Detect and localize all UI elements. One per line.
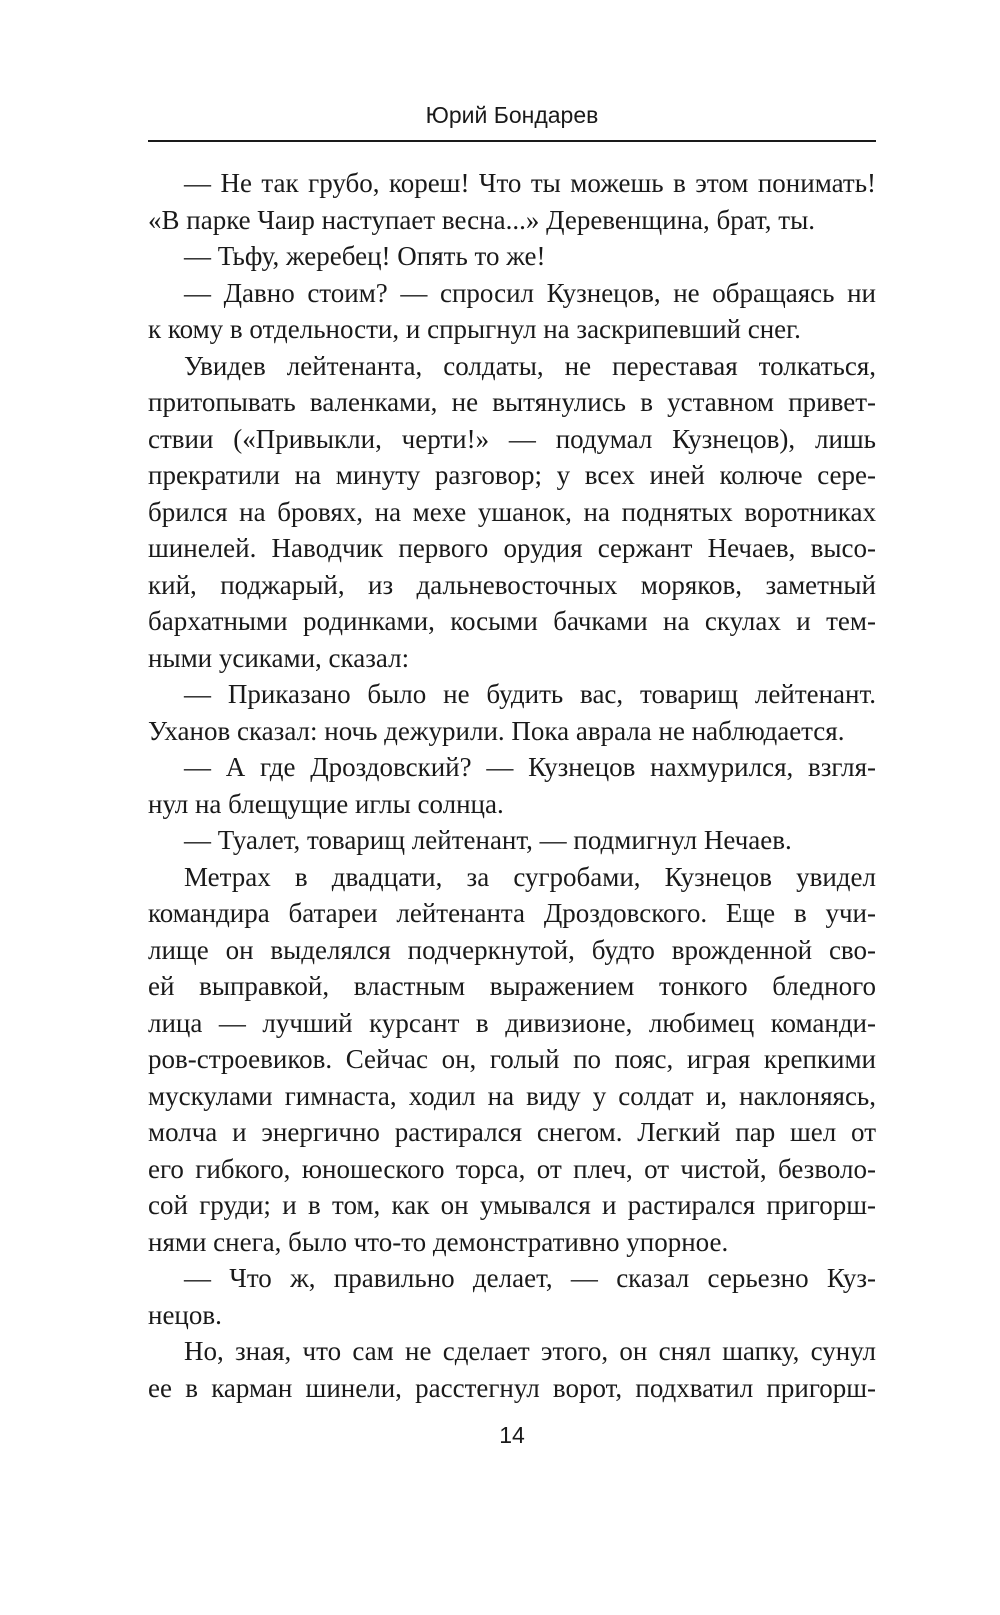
text-line: лище он выделялся подчеркнутой, будто врожденной сво- [148,934,876,965]
text-line: нул на блещущие иглы солнца. [148,788,504,819]
text-line: брился на бровях, на мехе ушанок, на поднятых воротниках [148,496,876,527]
text-line: нецов. [148,1299,222,1330]
text-line: нями снега, было что-то демонстративно упорное. [148,1226,729,1257]
text-line: — Не так грубо, кореш! Что ты можешь в этом понимать! [184,168,876,198]
text-line: командира батареи лейтенанта Дроздовского. Еще в учи- [148,898,876,928]
text-line: — Туалет, товарищ лейтенант, — подмигнул Нечаев. [184,825,792,855]
text-line: Увидев лейтенанта, солдаты, не переставая толкаться, [184,350,876,381]
body-text [148,165,876,1406]
text-line: ными усиками, сказал: [148,642,410,673]
text-line: — Что ж, правильно делает, — сказал серьезно Куз- [184,1263,876,1293]
text-line: молча и энергично растирался снегом. Легкий пар шел от [148,1117,876,1147]
text-line: ей выправкой, властным выражением тонкого бледного [148,971,876,1001]
text-line: Но, зная, что сам не сделает этого, он снял шапку, сунул [184,1336,876,1366]
text-line: «В парке Чаир наступает весна...» Деревенщина, брат, ты. [148,204,815,235]
text-line: — Давно стоим? — спросил Кузнецов, не обращаясь ни [184,277,876,308]
running-head: Юрий Бондарев [425,102,599,128]
text-line: ствии («Привыкли, черти!» — подумал Кузнецов), лишь [148,423,876,454]
text-line: притопывать валенками, не вытянулись в уставном привет- [148,387,876,417]
text-line: — Приказано было не будить вас, товарищ лейтенант. [184,679,876,709]
text-line: ров-строевиков. Сейчас он, голый по пояс, играя крепкими [148,1044,876,1074]
text-line: Метрах в двадцати, за сугробами, Кузнецов увидел [184,861,876,892]
text-line: бархатными родинками, косыми бачками на скулах и тем- [148,606,876,636]
text-line: сой груди; и в том, как он умывался и растирался пригорш- [148,1190,876,1220]
text-line: лица — лучший курсант в дивизионе, любимец команди- [148,1007,876,1038]
text-line: Уханов сказал: ночь дежурили. Пока аврала не наблюдается. [148,715,845,746]
text-line: — Тьфу, жеребец! Опять то же! [184,241,546,271]
text-line: прекратили на минуту разговор; у всех иней колюче сере- [148,460,876,490]
header-rule [148,140,876,142]
text-line: — А где Дроздовский? — Кузнецов нахмурился, взгля- [184,752,876,782]
page-number: 14 [499,1422,525,1448]
text-line: шинелей. Наводчик первого орудия сержант Нечаев, высо- [148,533,876,563]
text-line: кий, поджарый, из дальневосточных моряков, заметный [148,569,876,600]
text-line: мускулами гимнаста, ходил на виду у солдат и, наклоняясь, [148,1080,876,1111]
text-line: его гибкого, юношеского торса, от плеч, от чистой, безволо- [148,1153,876,1184]
text-line: ее в карман шинели, расстегнул ворот, подхватил пригорш- [148,1372,876,1403]
text-line: к кому в отдельности, и спрыгнул на заскрипевший снег. [148,314,801,344]
